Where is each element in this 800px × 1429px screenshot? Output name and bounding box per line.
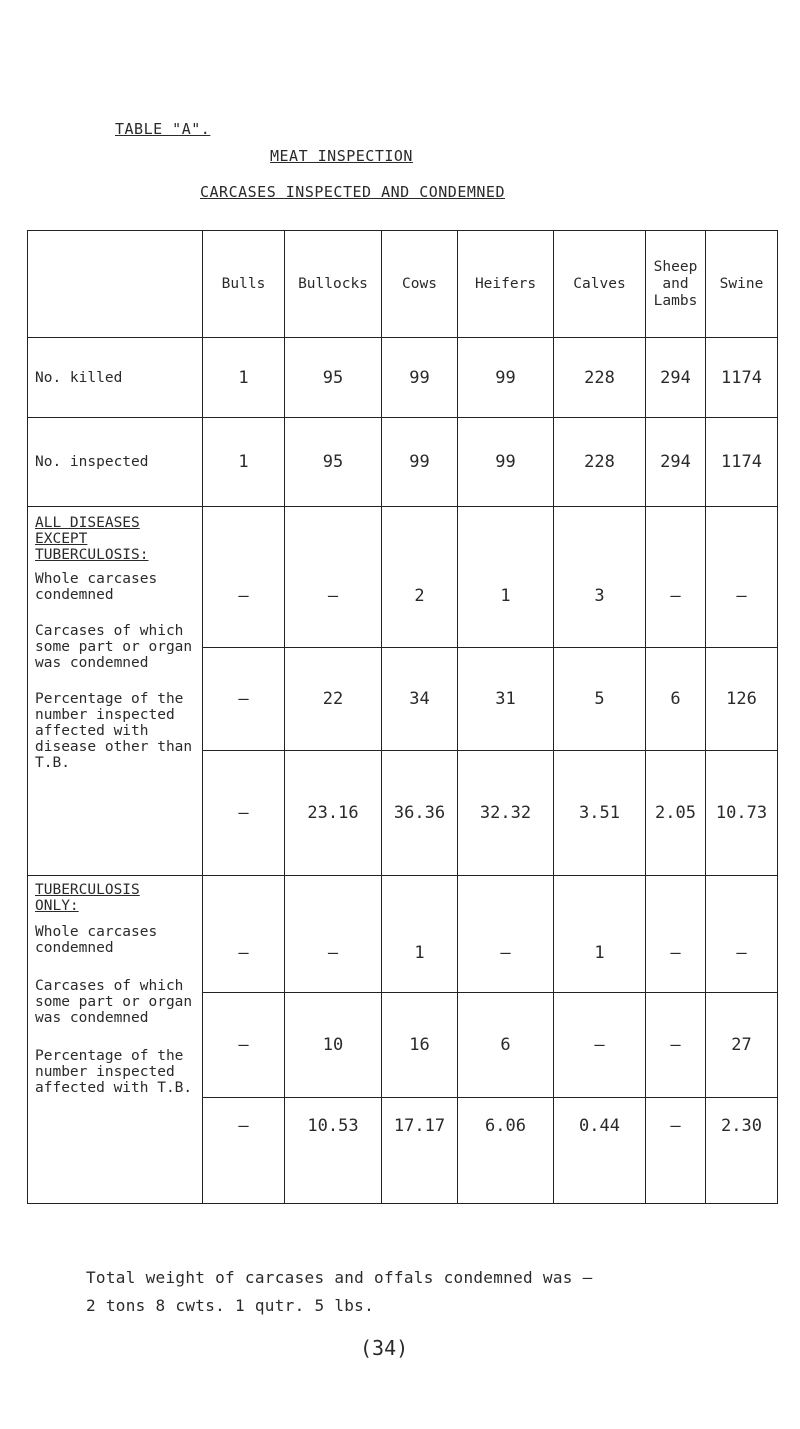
- row-label: No. inspected: [28, 418, 203, 507]
- table-cell: 1: [382, 876, 458, 993]
- table-cell: 6: [646, 648, 706, 751]
- header-corner-cell: [28, 231, 203, 338]
- meat-inspection-table: [27, 230, 778, 1204]
- table-cell: 1: [203, 418, 285, 507]
- table-cell: 95: [285, 418, 382, 507]
- table-cell: 34: [382, 648, 458, 751]
- table-cell: –: [646, 1098, 706, 1204]
- section-title: ALL DISEASES: [35, 515, 140, 531]
- table-cell: 1: [458, 507, 554, 648]
- column-header: Cows: [382, 231, 458, 338]
- column-header: Heifers: [458, 231, 554, 338]
- table-cell: 5: [554, 648, 646, 751]
- table-cell: 228: [554, 418, 646, 507]
- table-row: [28, 876, 778, 993]
- column-header: Sheep and Lambs: [646, 231, 706, 338]
- table-cell: 16: [382, 993, 458, 1098]
- table-cell: 6.06: [458, 1098, 554, 1204]
- row-label: Percentage of the number inspected affected with disease other than T.B.: [35, 691, 193, 771]
- table-cell: –: [706, 876, 778, 993]
- table-cell: –: [203, 648, 285, 751]
- table-cell: 22: [285, 648, 382, 751]
- page-title: MEAT INSPECTION: [270, 147, 413, 165]
- table-cell: –: [285, 876, 382, 993]
- table-cell: –: [646, 993, 706, 1098]
- table-cell: 0.44: [554, 1098, 646, 1204]
- row-label: Percentage of the number inspected affected with T.B.: [35, 1048, 193, 1096]
- table-cell: 1: [203, 338, 285, 418]
- table-cell: –: [203, 1098, 285, 1204]
- table-cell: 99: [458, 418, 554, 507]
- section-title: TUBERCULOSIS:: [35, 547, 149, 563]
- table-cell: 31: [458, 648, 554, 751]
- section-title: EXCEPT: [35, 531, 88, 547]
- table-cell: 2.05: [646, 751, 706, 876]
- column-header: Calves: [554, 231, 646, 338]
- column-header: Bullocks: [285, 231, 382, 338]
- table-cell: –: [554, 993, 646, 1098]
- column-header: Swine: [706, 231, 778, 338]
- row-label: Carcases of which some part or organ was condemned: [35, 623, 193, 671]
- table-cell: 2: [382, 507, 458, 648]
- table-row: [28, 418, 778, 507]
- table-cell: 10.53: [285, 1098, 382, 1204]
- table-cell: –: [458, 876, 554, 993]
- table-cell: –: [285, 507, 382, 648]
- table-cell: 3.51: [554, 751, 646, 876]
- table-cell: –: [203, 876, 285, 993]
- table-cell: 99: [382, 418, 458, 507]
- table-cell: –: [646, 507, 706, 648]
- table-cell: –: [203, 993, 285, 1098]
- section-label-all-diseases: [28, 507, 203, 876]
- table-cell: 95: [285, 338, 382, 418]
- total-weight-value: 2 tons 8 cwts. 1 qutr. 5 lbs.: [86, 1296, 375, 1315]
- row-label: Whole carcases condemned: [35, 924, 158, 956]
- row-label: Carcases of which some part or organ was condemned: [35, 978, 193, 1026]
- table-cell: 228: [554, 338, 646, 418]
- table-cell: 23.16: [285, 751, 382, 876]
- table-cell: 27: [706, 993, 778, 1098]
- section-title: TUBERCULOSIS: [35, 882, 140, 898]
- column-header: Bulls: [203, 231, 285, 338]
- table-cell: 17.17: [382, 1098, 458, 1204]
- table-cell: –: [646, 876, 706, 993]
- table-cell: –: [706, 507, 778, 648]
- row-label: Whole carcases condemned: [35, 571, 158, 603]
- table-cell: 6: [458, 993, 554, 1098]
- section-label-tuberculosis: [28, 876, 203, 1204]
- table-cell: 99: [382, 338, 458, 418]
- page-number: (34): [360, 1336, 409, 1360]
- table-cell: –: [203, 507, 285, 648]
- table-cell: 1174: [706, 418, 778, 507]
- table-cell: 1174: [706, 338, 778, 418]
- table-cell: 294: [646, 338, 706, 418]
- table-cell: 2.30: [706, 1098, 778, 1204]
- table-subtitle: CARCASES INSPECTED AND CONDEMNED: [200, 183, 505, 201]
- table-cell: 3: [554, 507, 646, 648]
- table-cell: 32.32: [458, 751, 554, 876]
- table-cell: 36.36: [382, 751, 458, 876]
- table-cell: 99: [458, 338, 554, 418]
- row-label: No. killed: [28, 338, 203, 418]
- table-cell: 10.73: [706, 751, 778, 876]
- table-cell: 10: [285, 993, 382, 1098]
- table-row: [28, 507, 778, 648]
- table-cell: 1: [554, 876, 646, 993]
- total-weight-text: Total weight of carcases and offals condemned was –: [86, 1268, 593, 1287]
- table-cell: –: [203, 751, 285, 876]
- table-row: [28, 338, 778, 418]
- header-row: [28, 231, 778, 338]
- table-cell: 294: [646, 418, 706, 507]
- table-cell: 126: [706, 648, 778, 751]
- table-label: TABLE "A".: [115, 120, 211, 138]
- section-title: ONLY:: [35, 898, 79, 914]
